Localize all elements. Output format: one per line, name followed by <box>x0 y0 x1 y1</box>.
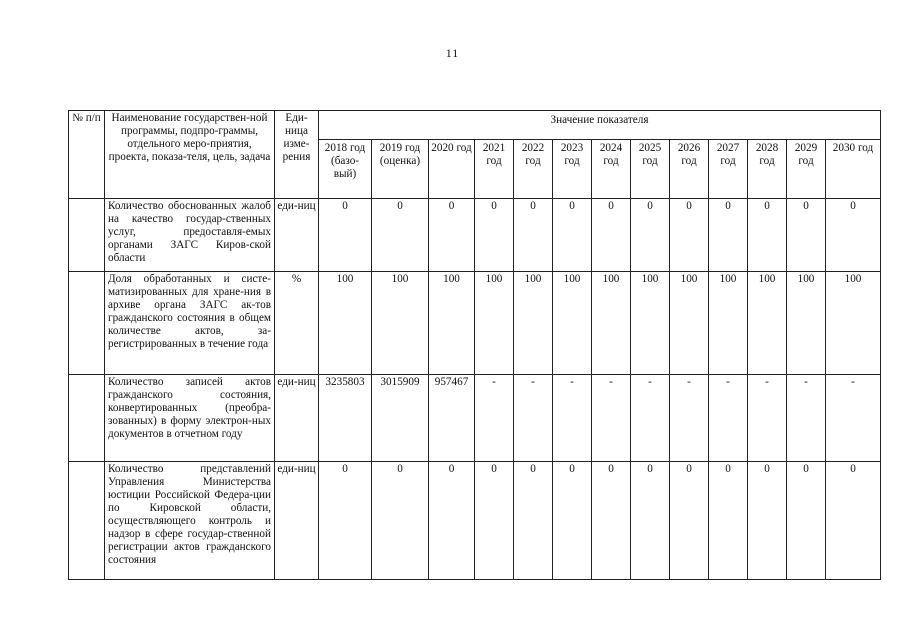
value-cell-text: 0 <box>850 200 856 212</box>
value-cell-text: 0 <box>397 200 403 212</box>
value-cell <box>631 199 670 272</box>
value-cell-text: 100 <box>485 273 503 285</box>
header-year-text: 2019 год (оценка) <box>379 142 421 167</box>
value-cell-text: 0 <box>764 200 770 212</box>
value-cell-text: 3235803 <box>325 376 365 388</box>
table-row <box>69 272 881 375</box>
value-cell-text: 100 <box>443 273 460 285</box>
indicator-name-cell-text: Количество представлений Управления Министерства юстиции Российской Федера-ции по Кировской области, осуществляющего контроль и надзор в сфере государ-ственной регистрации актов гражданского состояния <box>108 463 271 566</box>
row-number-cell <box>69 272 105 375</box>
value-cell-text: 0 <box>608 463 614 475</box>
header-value-group-text: Значение показателя <box>550 114 649 126</box>
header-year <box>631 140 670 199</box>
header-name <box>105 111 275 199</box>
header-year-text: 2029 год <box>794 142 818 167</box>
row-number-cell <box>69 199 105 272</box>
value-cell <box>553 375 592 462</box>
header-year <box>553 140 592 199</box>
value-cell <box>319 462 372 580</box>
header-year <box>787 140 826 199</box>
value-cell <box>826 462 881 580</box>
value-cell <box>429 272 475 375</box>
value-cell-text: 100 <box>680 273 698 285</box>
value-cell <box>787 375 826 462</box>
header-year <box>709 140 748 199</box>
unit-cell <box>275 375 319 462</box>
value-cell-text: 100 <box>524 273 542 285</box>
header-year-text: 2024 год <box>599 142 623 167</box>
value-cell-text: 100 <box>758 273 776 285</box>
header-year <box>429 140 475 199</box>
value-cell <box>372 462 429 580</box>
value-cell-text: 0 <box>764 463 770 475</box>
value-cell <box>475 462 514 580</box>
value-cell <box>748 462 787 580</box>
value-cell <box>429 462 475 580</box>
value-cell-text: - <box>648 376 652 388</box>
header-year-text: 2030 год <box>832 142 874 154</box>
value-cell <box>787 272 826 375</box>
header-year-text: 2021 год <box>482 142 506 167</box>
value-cell-text: - <box>804 376 808 388</box>
value-cell-text: 0 <box>608 200 614 212</box>
value-cell-text: 0 <box>647 463 653 475</box>
value-cell-text: 0 <box>448 463 455 475</box>
value-cell <box>787 199 826 272</box>
value-cell-text: 0 <box>491 200 497 212</box>
header-year-text: 2028 год <box>755 142 779 167</box>
header-year-text: 2018 год (базо-вый) <box>324 142 366 180</box>
unit-cell-text: еди-ниц <box>277 463 316 475</box>
value-cell <box>319 272 372 375</box>
value-cell-text: 0 <box>647 200 653 212</box>
value-cell-text: 957467 <box>434 376 469 388</box>
indicator-name-cell-text: Количество обоснованных жалоб на качество государ-ственных услуг, предоставля-емых органами ЗАГС Киров-ской области <box>108 200 271 264</box>
value-cell-text: - <box>531 376 535 388</box>
value-cell <box>429 375 475 462</box>
page-number: 11 <box>445 46 460 60</box>
value-cell-text: - <box>687 376 691 388</box>
value-cell-text: 0 <box>569 463 575 475</box>
header-year <box>826 140 881 199</box>
value-cell <box>592 272 631 375</box>
value-cell <box>748 375 787 462</box>
header-year <box>592 140 631 199</box>
unit-cell-text: % <box>291 273 302 285</box>
indicator-name-cell <box>105 462 275 580</box>
value-cell-text: 0 <box>342 200 348 212</box>
value-cell <box>514 199 553 272</box>
value-cell-text: - <box>726 376 730 388</box>
header-no-text: № п/п <box>72 112 101 124</box>
header-year-text: 2027 год <box>716 142 740 167</box>
unit-cell-text: еди-ниц <box>277 376 316 388</box>
value-cell <box>553 462 592 580</box>
value-cell <box>475 272 514 375</box>
indicator-name-cell <box>105 199 275 272</box>
header-year <box>319 140 372 199</box>
value-cell-text: 0 <box>686 200 692 212</box>
value-cell-text: 0 <box>725 463 731 475</box>
value-cell <box>553 199 592 272</box>
value-cell-text: 100 <box>391 273 409 285</box>
value-cell <box>592 375 631 462</box>
value-cell <box>826 199 881 272</box>
value-cell <box>709 199 748 272</box>
value-cell <box>514 462 553 580</box>
value-cell <box>429 199 475 272</box>
value-cell-text: 100 <box>602 273 620 285</box>
value-cell-text: 100 <box>563 273 581 285</box>
row-number-cell <box>69 375 105 462</box>
value-cell <box>475 375 514 462</box>
value-cell <box>826 375 881 462</box>
value-cell <box>709 375 748 462</box>
value-cell <box>826 272 881 375</box>
value-cell <box>319 199 372 272</box>
indicator-table <box>68 110 881 580</box>
value-cell <box>372 272 429 375</box>
value-cell <box>514 272 553 375</box>
indicator-name-cell-text: Количество записей актов гражданского состояния, конвертированных (преобра-зованных) в форму электрон-ных документов в отчетном году <box>108 376 271 440</box>
header-year-text: 2020 год <box>431 142 472 154</box>
value-cell <box>553 272 592 375</box>
value-cell <box>319 375 372 462</box>
value-cell <box>592 199 631 272</box>
indicator-name-cell <box>105 375 275 462</box>
value-cell <box>709 462 748 580</box>
value-cell-text: 0 <box>491 463 497 475</box>
header-year <box>514 140 553 199</box>
value-cell-text: - <box>765 376 769 388</box>
value-cell <box>670 272 709 375</box>
value-cell-text: - <box>570 376 574 388</box>
header-year-text: 2025 год <box>638 142 662 167</box>
value-cell <box>670 375 709 462</box>
value-cell-text: 0 <box>448 200 455 212</box>
value-cell <box>670 199 709 272</box>
row-number-cell <box>69 462 105 580</box>
header-unit <box>275 111 319 199</box>
value-cell-text: 100 <box>641 273 659 285</box>
value-cell <box>631 462 670 580</box>
value-cell-text: - <box>492 376 496 388</box>
header-no <box>69 111 105 199</box>
value-cell-text: 100 <box>336 273 354 285</box>
value-cell <box>787 462 826 580</box>
value-cell <box>475 199 514 272</box>
value-cell-text: 0 <box>850 463 856 475</box>
header-name-text: Наименование государствен-ной программы, подпро-граммы, отдельного меро-приятия, проекта, показа-теля, цель, задача <box>108 112 271 163</box>
value-cell <box>631 375 670 462</box>
header-year <box>475 140 514 199</box>
header-year <box>748 140 787 199</box>
value-cell <box>631 272 670 375</box>
value-cell-text: 0 <box>569 200 575 212</box>
header-value-group <box>319 111 881 140</box>
value-cell <box>748 199 787 272</box>
value-cell <box>592 462 631 580</box>
indicator-name-cell-text: Доля обработанных и систе-матизированных для хране-ния в архиве органа ЗАГС ак-тов гражданского состояния в общем количестве актов, за-регистрированных в течение года <box>108 273 271 350</box>
value-cell-text: 0 <box>342 463 348 475</box>
value-cell-text: 0 <box>725 200 731 212</box>
unit-cell <box>275 199 319 272</box>
header-year-text: 2022 год <box>521 142 545 167</box>
value-cell-text: - <box>851 376 855 388</box>
value-cell-text: 3015909 <box>380 376 420 388</box>
value-cell-text: 0 <box>530 200 536 212</box>
value-cell-text: - <box>609 376 613 388</box>
value-cell <box>514 375 553 462</box>
header-year <box>372 140 429 199</box>
value-cell-text: 0 <box>803 200 809 212</box>
value-cell <box>670 462 709 580</box>
header-year <box>670 140 709 199</box>
unit-cell <box>275 462 319 580</box>
header-year-text: 2026 год <box>677 142 701 167</box>
value-cell-text: 0 <box>530 463 536 475</box>
unit-cell-text: еди-ниц <box>277 200 316 212</box>
table-row <box>69 375 881 462</box>
value-cell <box>748 272 787 375</box>
header-year-text: 2023 год <box>560 142 584 167</box>
value-cell-text: 0 <box>397 463 403 475</box>
indicator-name-cell <box>105 272 275 375</box>
value-cell-text: 0 <box>803 463 809 475</box>
header-unit-text: Еди-ница изме-рения <box>282 112 311 163</box>
value-cell <box>372 375 429 462</box>
table-row <box>69 462 881 580</box>
value-cell <box>372 199 429 272</box>
value-cell-text: 100 <box>719 273 737 285</box>
unit-cell <box>275 272 319 375</box>
table-row <box>69 199 881 272</box>
value-cell-text: 100 <box>844 273 862 285</box>
value-cell-text: 100 <box>797 273 815 285</box>
value-cell <box>709 272 748 375</box>
value-cell-text: 0 <box>686 463 692 475</box>
